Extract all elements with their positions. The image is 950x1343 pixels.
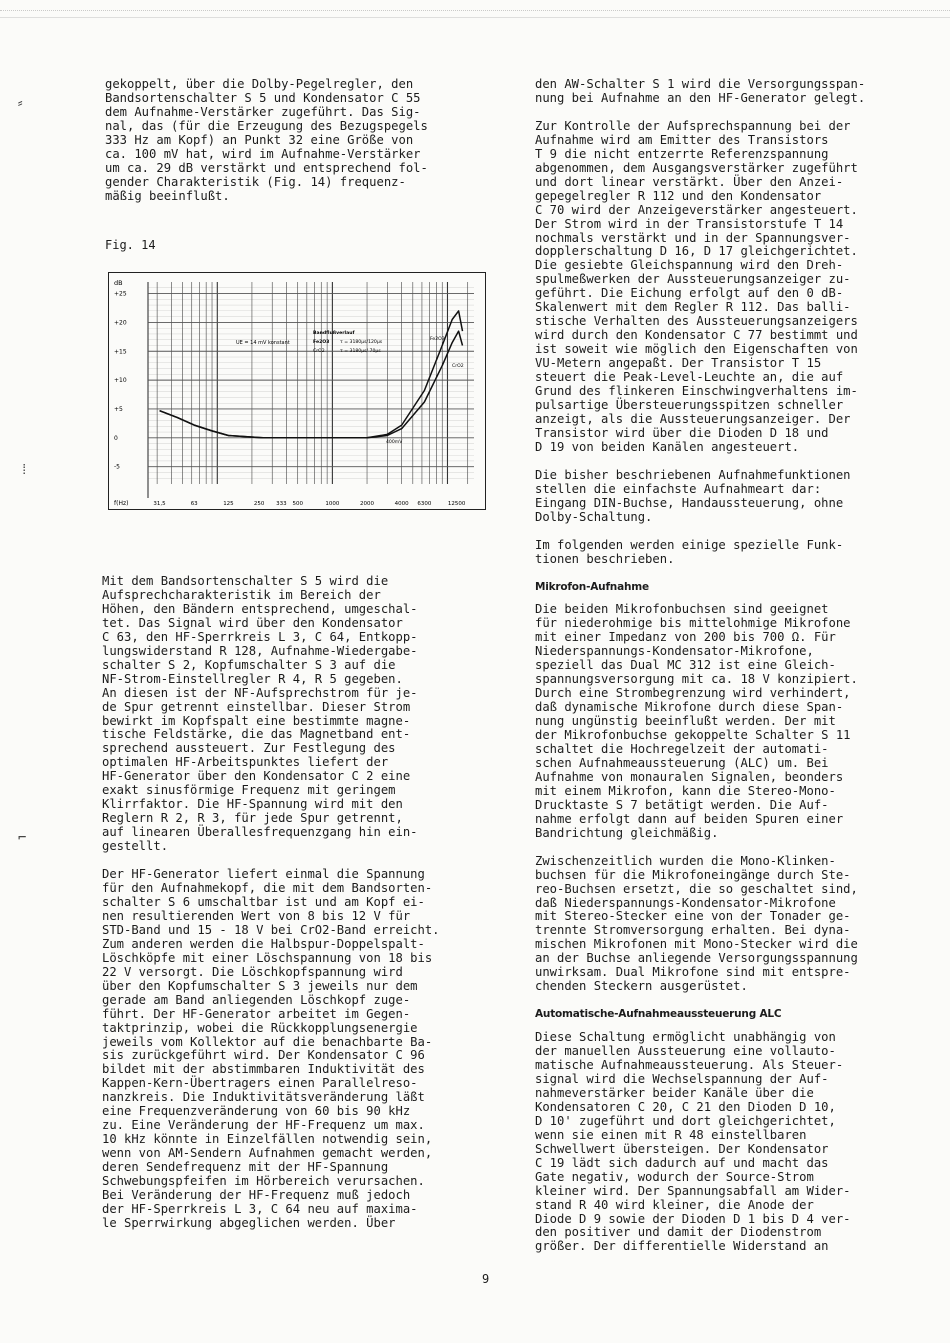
y-axis-label: dB xyxy=(114,279,123,287)
chart-frame xyxy=(109,273,486,510)
left-column-top xyxy=(105,78,490,218)
x-tick-label: 63 xyxy=(190,501,198,507)
paragraph: den AW-Schalter S 1 wird die Versorgungsspan- nung bei Aufnahme an den HF-Generator gelegt. xyxy=(535,77,866,105)
annotation-cr-tau: τ = 3180µs/ 70µs xyxy=(340,349,381,354)
paragraph: Mit dem Bandsortenschalter S 5 wird die Aufsprechcharakteristik im Bereich der Höhen, den Bändern entsprechend, umgeschal- tet. Das Signal wird über den Kondensator C 63, den HF-Sperrkreis L 3, C 64, Entkopp- lungswiderstand R 128, Aufnahme-Wiedergabe- schalter S 2, Kopfumschalter S 3 auf die NF-Strom-Einstellregler R 4, R 5 gegeben. An diesen ist der NF-Aufsprechstrom für je- de Spur getrennt einstellbar. Dieser Strom bewirkt im Kopfspalt eine bestimmte magne- tische Feldstärke, die das Magnetband ent- sprechend aussteuert. Zur Festlegung des optimalen HF-Arbeitspunktes liefert der HF-Generator über den Kondensator C 2 eine exakt sinusförmige Frequenz mit geringem Klirrfaktor. Die HF-Spannung wird mit den Reglern R 2, R 3, für jede Spur getrennt, auf linearen Überallesfrequenzgang hin ein- gestellt. xyxy=(102,574,418,854)
x-tick-label: 4000 xyxy=(394,501,409,507)
series-line-cro2 xyxy=(160,331,463,438)
y-tick-label: +25 xyxy=(114,290,127,298)
y-tick-label: +10 xyxy=(114,377,127,385)
annotation-fe-label: Fe2O3 xyxy=(313,340,330,345)
y-tick-label: 0 xyxy=(114,434,118,442)
annotation-fe-tau: τ = 3180µs/120µs xyxy=(340,340,383,345)
paragraph: Diese Schaltung ermöglicht unabhängig von der manuellen Aussteuerung eine vollauto- matische Aufnahmeaussteuerung. Als Steuer- signal wird die Wechselspannung der Auf- nahmeverstärker beider Kanäle über die Kondensatoren C 20, C 21 den Dioden D 10, D 10' zugeführt und dort gleichgerichtet, wenn sie einen mit R 48 einstellbaren Schwellwert übersteigen. Der Kondensator C 19 lädt sich dadurch auf und macht das Gate negativ, wodurch der Source-Strom kleiner wird. Der Spannungsabfall am Wider- stand R 40 wird kleiner, die Anode der Diode D 9 sowie der Dioden D 1 bis D 4 ver- den positiver und damit der Diodenstrom größer. Der differentielle Widerstand an xyxy=(535,1030,851,1254)
section-heading-alc: Automatische-Aufnahmeaussteuerung ALC xyxy=(535,1008,782,1021)
left-column-bottom xyxy=(102,575,492,1245)
x-axis-label: f(Hz) xyxy=(114,500,129,507)
figure-label: Fig. 14 xyxy=(105,238,156,252)
x-tick-label: 125 xyxy=(223,501,234,507)
right-column xyxy=(535,78,915,1268)
x-tick-label: 500 xyxy=(292,501,303,507)
section-heading-mikrofon: Mikrofon-Aufnahme xyxy=(535,580,649,593)
annotation-constant: UE = 14 mV konstant xyxy=(236,340,290,346)
scan-mark: ⸗ xyxy=(16,95,25,111)
paragraph: gekoppelt, über die Dolby-Pegelregler, den Bandsortenschalter S 5 und Kondensator C 55 dem Aufnahme-Verstärker zugeführt. Das Sig- nal, das (für die Erzeugung des Bezugspegels 333 Hz am Kopf) an Punkt 32 eine Größe von ca. 100 mV hat, wird im Aufnahme-Verstärker um ca. 29 dB verstärkt und entsprechend fol- gender Charakteristik (Fig. 14) frequenz- mäßig beeinflußt. xyxy=(105,77,428,203)
y-tick-label: -5 xyxy=(114,463,120,471)
page-number: 9 xyxy=(482,1272,490,1286)
frequency-response-chart xyxy=(108,272,486,510)
paragraph: Der HF-Generator liefert einmal die Spannung für den Aufnahmekopf, die mit dem Bandsorten- schalter S 6 umschaltbar ist und am Kopf ei- nen resultierenden Wert von 8 bis 12 V für STD-Band und 15 - 18 V bei CrO2-Band erreicht. Zum anderen werden die Halbspur-Doppelspalt- Löschköpfe mit einer Löschspannung von 18 bis 22 V versorgt. Die Löschkopfspannung wird über den Kopfumschalter S 3 jeweils nur dem gerade am Band anliegenden Löschkopf zuge- führt. Der HF-Generator arbeitet im Gegen- taktprinzip, wobei die Rückkopplungsenergie jeweils vom Kollektor auf die benachbarte Ba- sis zurückgeführt wird. Der Kondensator C 96 bildet mit der abstimmbaren Induktivität des Kappen-Kern-Übertragers einen Parallelreso- nanzkreis. Die Induktivitätsveränderung läßt eine Frequenzveränderung von 60 bis 90 kHz zu. Eine Veränderung der HF-Frequenz um max. 10 kHz könnte in Einzelfällen notwendig sein, wenn von AM-Sendern Aufnahmen gemacht werden, deren Sendefrequenz mit der HF-Spannung Schwebungspfeifen im Hörbereich verursachen. Bei Veränderung der HF-Frequenz muß jedoch der HF-Sperrkreis L 3, C 64 neu auf maxima- le Sperrwirkung abgeglichen werden. Über xyxy=(102,867,440,1230)
x-tick-label: 250 xyxy=(253,501,265,507)
paragraph: Im folgenden werden einige spezielle Funk- tionen beschrieben. xyxy=(535,537,844,566)
x-tick-label: 333 xyxy=(276,501,287,507)
paragraph: Die bisher beschriebenen Aufnahmefunktionen stellen die einfachste Aufnahmeart dar: Eingang DIN-Buchse, Handaussteuerung, ohne Dolby-Schaltung. xyxy=(535,467,851,524)
scan-mark: ⌐ xyxy=(18,830,27,846)
paragraph: Die beiden Mikrofonbuchsen sind geeignet für niederohmige bis mittelohmige Mikrofone mit einer Impedanz von 200 bis 700 Ω. Für Niederspannungs-Kondensator-Mikrofone, speziell das Dual MC 312 ist eine Gleich- spannungsversorgung mit ca. 18 V konzipiert. Durch eine Strombegrenzung wird verhindert, daß dynamische Mikrofone durch diese Span- nung ungünstig beeinflußt werden. Der mit der Mikrofonbuchse gekoppelte Schalter S 11 schaltet die Hochregelzeit der automati- schen Aufnahmeaussteuerung (ALC) um. Bei Aufnahme von monauralen Signalen, beonders mit einem Mikrofon, kann die Stereo-Mono- Drucktaste S 7 betätigt werden. Die Auf- nahme erfolgt dann auf beiden Spuren einer Bandrichtung gleichmäßig. xyxy=(535,602,858,840)
x-tick-label: 6300 xyxy=(417,501,432,507)
y-tick-label: +5 xyxy=(114,405,123,413)
scan-mark: ⁞ xyxy=(20,462,29,478)
x-tick-label: 2000 xyxy=(360,501,375,507)
annotation-level: 400mV xyxy=(386,440,403,445)
paragraph: Zwischenzeitlich wurden die Mono-Klinken- buchsen für die Mikrofoneingänge durch Ste- reo-Buchsen ersetzt, die so geschaltet sind, daß Niederspannungs-Kondensator-Mikrofone mit Stereo-Stecker eine von der Tonader ge- trennte Stromversorgung erhalten. Bei dyna- mischen Mikrofonen mit Mono-Stecker wird die an der Buchse anliegende Versorgungsspannung unwirksam. Dual Mikrofone sind mit entspre- chenden Steckern ausgerüstet. xyxy=(535,853,858,994)
y-tick-label: +20 xyxy=(114,319,127,327)
x-tick-label: 31,5 xyxy=(153,501,166,507)
annotation-fe-curve: Fe2O3 xyxy=(430,337,445,342)
paragraph: Zur Kontrolle der Aufsprechspannung bei der Aufnahme wird am Emitter des Transistors T 9 die nicht entzerrte Referenzspannung abgenommen, dem Ausgangsverstärker zugeführt und dort linear verstärkt. Über den Anzei- gepegelregler R 112 und den Kondensator C 70 wird der Anzeigeverstärker angesteuert. Der Strom wird in der Transistorstufe T 14 nochmals verstärkt und in der Spannungsver- dopplerschaltung D 16, D 17 gleichgerichtet. Die gesiebte Gleichspannung wird den Dreh- spulmeßwerken der Aussteuerungsanzeiger zu- geführt. Die Eichung erfolgt auf den 0 dB- Skalenwert mit dem Regler R 112. Das balli- stische Verhalten des Aussteuerungsanzeigers wird durch den Kondensator C 77 bestimmt und ist soweit wie möglich den Eigenschaften von VU-Metern angepaßt. Der Transistor T 15 steuert die Peak-Level-Leuchte an, die auf Grund des flinkeren Einschwingverhaltens im- pulsartige Übersteuerungsspitzen schneller anzeigt, als die Aussteuerungsanzeiger. Der Transistor wird über die Dioden D 18 und D 19 von beiden Kanälen angesteuert. xyxy=(535,118,858,454)
scan-top-edge xyxy=(0,10,950,18)
annotation-cr-curve: CrO2 xyxy=(452,364,464,369)
annotation-bandfluss-title: Bandflußverlauf xyxy=(313,331,355,336)
annotation-cr-label: CrO2 xyxy=(313,349,325,354)
x-tick-label: 1000 xyxy=(325,501,340,507)
x-tick-label: 12500 xyxy=(447,501,466,507)
y-tick-label: +15 xyxy=(114,348,127,356)
